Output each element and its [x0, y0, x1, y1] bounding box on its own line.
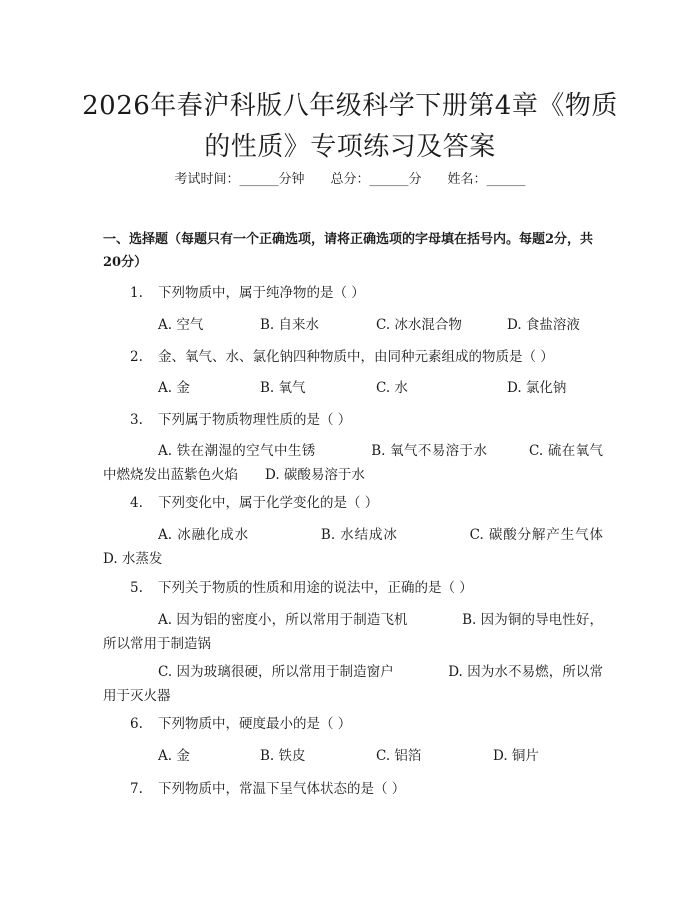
question-7	[130, 777, 405, 797]
exam-meta	[0, 168, 700, 187]
question-text: 下列变化中，属于化学变化的是（ ）	[158, 495, 379, 511]
option-d: D. 氯化钠	[507, 380, 567, 396]
question-number: 7.	[130, 781, 143, 797]
option-c: C. 冰水混合物	[376, 317, 462, 333]
question-text: 下列物质中，硬度最小的是（ ）	[158, 716, 352, 732]
question-number: 4.	[130, 495, 143, 511]
total-score-label: 总分：______分	[330, 172, 422, 187]
question-2	[130, 345, 554, 365]
option-c: C. 水	[376, 380, 408, 396]
question-number: 6.	[130, 716, 143, 732]
exam-time-label: 考试时间：______分钟	[174, 172, 305, 187]
document-title: 2026年春沪科版八年级科学下册第4章《物质的性质》专项练习及答案	[82, 91, 618, 162]
question-number: 1.	[130, 285, 143, 301]
option-b: B. 氧气	[260, 380, 306, 396]
option-d: D. 食盐溶液	[507, 317, 580, 333]
question-4-options: A. 冰融化成水 B. 水结成冰 C. 碳酸分解产生气体 D. 水蒸发	[103, 527, 630, 567]
option-b: B. 铁皮	[260, 748, 306, 764]
question-number: 5.	[130, 580, 143, 596]
question-5	[130, 576, 473, 596]
question-text: 金、氧气、水、氯化钠四种物质中，由同种元素组成的物质是（ ）	[158, 349, 554, 365]
question-3-options: A. 铁在潮湿的空气中生锈 B. 氧气不易溶于水 C. 硫在氧气中燃烧发出蓝紫色火焰 D. 碳酸易溶于水	[103, 443, 603, 483]
name-label: 姓名：______	[447, 172, 526, 187]
question-4	[130, 491, 378, 511]
option-a: A. 空气	[158, 317, 204, 333]
question-text: 下列物质中，属于纯净物的是（ ）	[158, 285, 365, 301]
question-6	[130, 712, 351, 732]
question-1	[130, 281, 365, 301]
question-text: 下列属于物质物理性质的是（ ）	[158, 412, 352, 428]
option-a: A. 金	[158, 380, 190, 396]
question-3	[130, 408, 351, 428]
question-number: 2.	[130, 349, 143, 365]
option-b: B. 自来水	[260, 317, 320, 333]
option-c: C. 铝箔	[376, 748, 422, 764]
question-text: 下列关于物质的性质和用途的说法中，正确的是（ ）	[158, 580, 473, 596]
question-number: 3.	[130, 412, 143, 428]
question-5-options-cd: C. 因为玻璃很硬，所以常用于制造窗户 D. 因为水不易燃，所以常用于灭火器	[103, 664, 603, 704]
question-text: 下列物质中，常温下呈气体状态的是（ ）	[158, 781, 406, 797]
option-a: A. 金	[158, 748, 190, 764]
option-d: D. 铜片	[493, 748, 539, 764]
question-5-options-ab: A. 因为铝的密度小，所以常用于制造飞机 B. 因为铜的导电性好，所以常用于制造锅	[103, 612, 603, 652]
section-heading: 一、选择题（每题只有一个正确选项，请将正确选项的字母填在括号内。每题2分，共20分）	[103, 232, 594, 270]
